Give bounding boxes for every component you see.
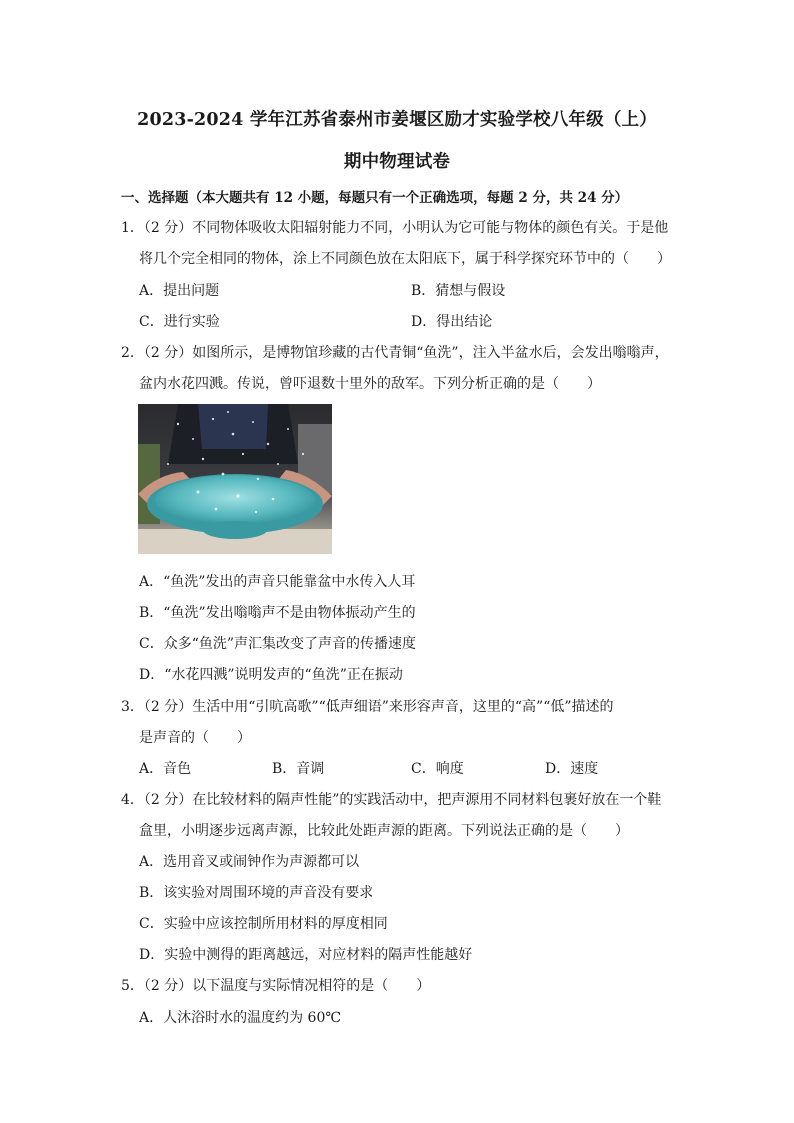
option-a[interactable]: A．“鱼洗”发出的声音只能靠盆中水传入人耳 <box>139 574 416 590</box>
exam-title-line2: 期中物理试卷 <box>343 152 451 172</box>
option-a[interactable]: A．提出问题 <box>139 283 220 299</box>
section-heading: 一、选择题（本大题共有 12 小题，每题只有一个正确选项，每题 2 分，共 24 分） <box>121 190 629 206</box>
question-stem-line: 1．（2 分）不同物体吸收太阳辐射能力不同，小明认为它可能与物体的颜色有关。于是他 <box>121 220 669 236</box>
option-c[interactable]: C．实验中应该控制所用材料的厚度相同 <box>139 916 388 932</box>
question-stem-line: 盒里，小明逐步远离声源，比较此处距声源的距离。下列说法正确的是（ ） <box>139 823 629 839</box>
option-d[interactable]: D．实验中测得的距离越远，对应材料的隔声性能越好 <box>139 947 473 963</box>
option-b[interactable]: B．该实验对周围环境的声音没有要求 <box>139 885 374 901</box>
option-b[interactable]: B．“鱼洗”发出嗡嗡声不是由物体振动产生的 <box>139 605 416 621</box>
option-c[interactable]: C．众多“鱼洗”声汇集改变了声音的传播速度 <box>139 636 417 652</box>
option-c[interactable]: C．响度 <box>411 761 464 777</box>
question-stem-line: 2．（2 分）如图所示，是博物馆珍藏的古代青铜“鱼洗”，注入半盆水后，会发出嗡嗡声， <box>121 345 669 361</box>
option-a[interactable]: A．人沐浴时水的温度约为 60℃ <box>139 1010 342 1026</box>
option-d[interactable]: D．“水花四溅”说明发声的“鱼洗”正在振动 <box>139 667 403 683</box>
question-stem-line: 将几个完全相同的物体，涂上不同颜色放在太阳底下，属于科学探究环节中的（ ） <box>139 251 671 267</box>
question-stem-line: 5．（2 分）以下温度与实际情况相符的是（ ） <box>121 978 431 994</box>
option-a[interactable]: A．音色 <box>139 761 192 777</box>
question-stem-line: 盆内水花四溅。传说，曾吓退数十里外的敌军。下列分析正确的是（ ） <box>139 376 601 392</box>
option-d[interactable]: D．得出结论 <box>411 314 493 330</box>
question-stem-line: 是声音的（ ） <box>139 730 251 746</box>
option-b[interactable]: B．猜想与假设 <box>411 283 506 299</box>
option-c[interactable]: C．进行实验 <box>139 314 220 330</box>
option-a[interactable]: A．选用音叉或闹钟作为声源都可以 <box>139 854 360 870</box>
fish-basin-photo <box>138 404 332 554</box>
option-d[interactable]: D．速度 <box>545 761 599 777</box>
question-stem-line: 3．（2 分）生活中用“引吭高歌”“低声细语”来形容声音，这里的“高”“低”描述的 <box>121 699 614 715</box>
question-stem-line: 4．（2 分）在比较材料的隔声性能”的实践活动中，把声源用不同材料包裹好放在一个鞋 <box>121 792 662 808</box>
option-b[interactable]: B．音调 <box>272 761 325 777</box>
exam-title-line1: 2023-2024 学年江苏省泰州市姜堰区励才实验学校八年级（上） <box>137 110 657 130</box>
